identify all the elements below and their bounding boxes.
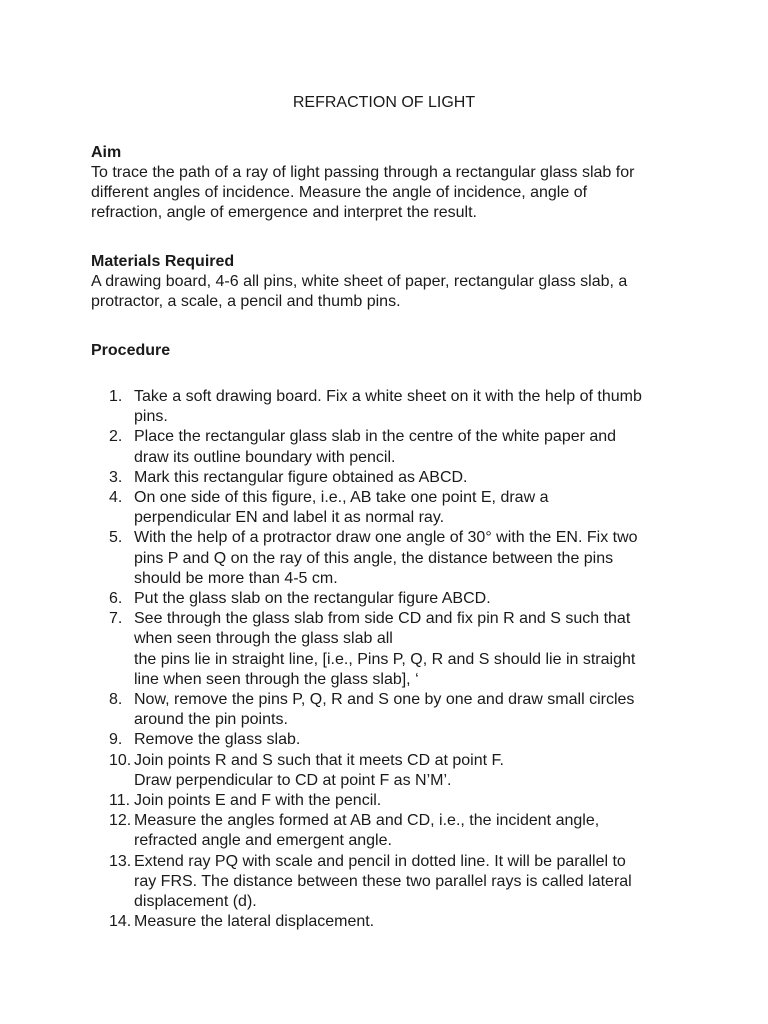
procedure-step-text (134, 589, 694, 609)
procedure-step-line: displacement (d). (134, 893, 257, 911)
procedure-step-text (134, 690, 694, 730)
procedure-step-line: Join points R and S such that it meets CD at point F. (134, 751, 504, 769)
procedure-step-line: Measure the lateral displacement. (134, 913, 375, 931)
procedure-step-number: 11. (109, 792, 131, 810)
procedure-step-number: 8. (109, 691, 123, 709)
procedure-step-line: line when seen through the glass slab], ‘ (134, 670, 419, 688)
procedure-step (0, 589, 768, 609)
procedure-step-text (134, 912, 694, 932)
procedure-step-line: See through the glass slab from side CD and fix pin R and S such that (134, 610, 631, 628)
aim-line: refraction, angle of emergence and interpret the result. (91, 204, 477, 222)
procedure-step-line: refracted angle and emergent angle. (134, 832, 392, 850)
procedure-step-number: 5. (109, 529, 123, 547)
procedure-step-text (134, 811, 694, 851)
procedure-step-line: when seen through the glass slab all (134, 630, 393, 648)
procedure-step-text (134, 387, 694, 427)
procedure-step-number: 10. (109, 751, 132, 769)
procedure-step-text (134, 528, 694, 589)
aim-line: To trace the path of a ray of light passing through a rectangular glass slab for (91, 164, 635, 181)
procedure-step (0, 730, 768, 750)
procedure-step (0, 912, 768, 932)
materials-line: A drawing board, 4-6 all pins, white sheet of paper, rectangular glass slab, a (91, 273, 628, 290)
procedure-step-number: 9. (109, 731, 123, 749)
procedure-step-line: ray FRS. The distance between these two parallel rays is called lateral (134, 872, 632, 890)
materials-paragraph (91, 272, 691, 312)
procedure-step-text (134, 852, 694, 913)
procedure-step-line: Take a soft drawing board. Fix a white sheet on it with the help of thumb (134, 388, 642, 405)
procedure-step (0, 791, 768, 811)
materials-heading: Materials Required (91, 253, 235, 270)
procedure-step-line: the pins lie in straight line, [i.e., Pins P, Q, R and S should lie in straight (134, 650, 636, 668)
aim-heading: Aim (91, 144, 122, 161)
procedure-step-line: pins P and Q on the ray of this angle, the distance between the pins (134, 549, 614, 567)
procedure-step-text (134, 791, 694, 811)
procedure-step-line: Place the rectangular glass slab in the centre of the white paper and (134, 428, 617, 446)
procedure-list (0, 387, 768, 932)
procedure-step-line: pins. (134, 408, 168, 426)
procedure-step-line: Draw perpendicular to CD at point F as N’M’. (134, 771, 452, 789)
procedure-step-text (134, 488, 694, 528)
procedure-step (0, 690, 768, 730)
procedure-step-number: 7. (109, 610, 123, 628)
procedure-step-number: 13. (109, 852, 132, 870)
aim-paragraph (91, 163, 691, 224)
procedure-step-line: Join points E and F with the pencil. (134, 792, 382, 810)
procedure-step (0, 488, 768, 528)
procedure-step-line: On one side of this figure, i.e., AB take one point E, draw a (134, 489, 549, 507)
procedure-step-number: 3. (109, 468, 123, 486)
procedure-step-number: 1. (109, 388, 123, 405)
procedure-step-line: Mark this rectangular figure obtained as ABCD. (134, 468, 468, 486)
procedure-step (0, 528, 768, 589)
aim-line: different angles of incidence. Measure the angle of incidence, angle of (91, 184, 588, 202)
procedure-step (0, 387, 768, 427)
procedure-step-text (134, 730, 694, 750)
procedure-step (0, 811, 768, 851)
procedure-step-text (134, 468, 694, 488)
procedure-step-text (134, 751, 694, 791)
procedure-step-line: should be more than 4-5 cm. (134, 569, 338, 587)
procedure-step-number: 2. (109, 428, 123, 446)
procedure-step-line: Measure the angles formed at AB and CD, i.e., the incident angle, (134, 812, 600, 830)
procedure-step-line: Now, remove the pins P, Q, R and S one by one and draw small circles (134, 691, 635, 709)
procedure-step (0, 609, 768, 690)
procedure-step-line: Extend ray PQ with scale and pencil in dotted line. It will be parallel to (134, 852, 626, 870)
procedure-heading: Procedure (91, 342, 171, 359)
procedure-step-line: around the pin points. (134, 711, 288, 729)
procedure-step-line: Remove the glass slab. (134, 731, 301, 749)
materials-line: protractor, a scale, a pencil and thumb pins. (91, 293, 401, 311)
procedure-step (0, 427, 768, 467)
procedure-step-text (134, 427, 694, 467)
procedure-step-line: Put the glass slab on the rectangular figure ABCD. (134, 590, 491, 608)
procedure-step-number: 6. (109, 590, 123, 608)
page-title: REFRACTION OF LIGHT (292, 94, 476, 111)
procedure-step (0, 751, 768, 791)
procedure-step-line: With the help of a protractor draw one angle of 30° with the EN. Fix two (134, 529, 638, 547)
procedure-step-line: draw its outline boundary with pencil. (134, 448, 396, 466)
procedure-step-number: 12. (109, 812, 132, 830)
procedure-step-number: 14. (109, 913, 132, 931)
procedure-step-line: perpendicular EN and label it as normal ray. (134, 509, 445, 527)
procedure-step (0, 852, 768, 913)
procedure-step-number: 4. (109, 489, 123, 507)
procedure-step-text (134, 609, 694, 690)
procedure-step (0, 468, 768, 488)
